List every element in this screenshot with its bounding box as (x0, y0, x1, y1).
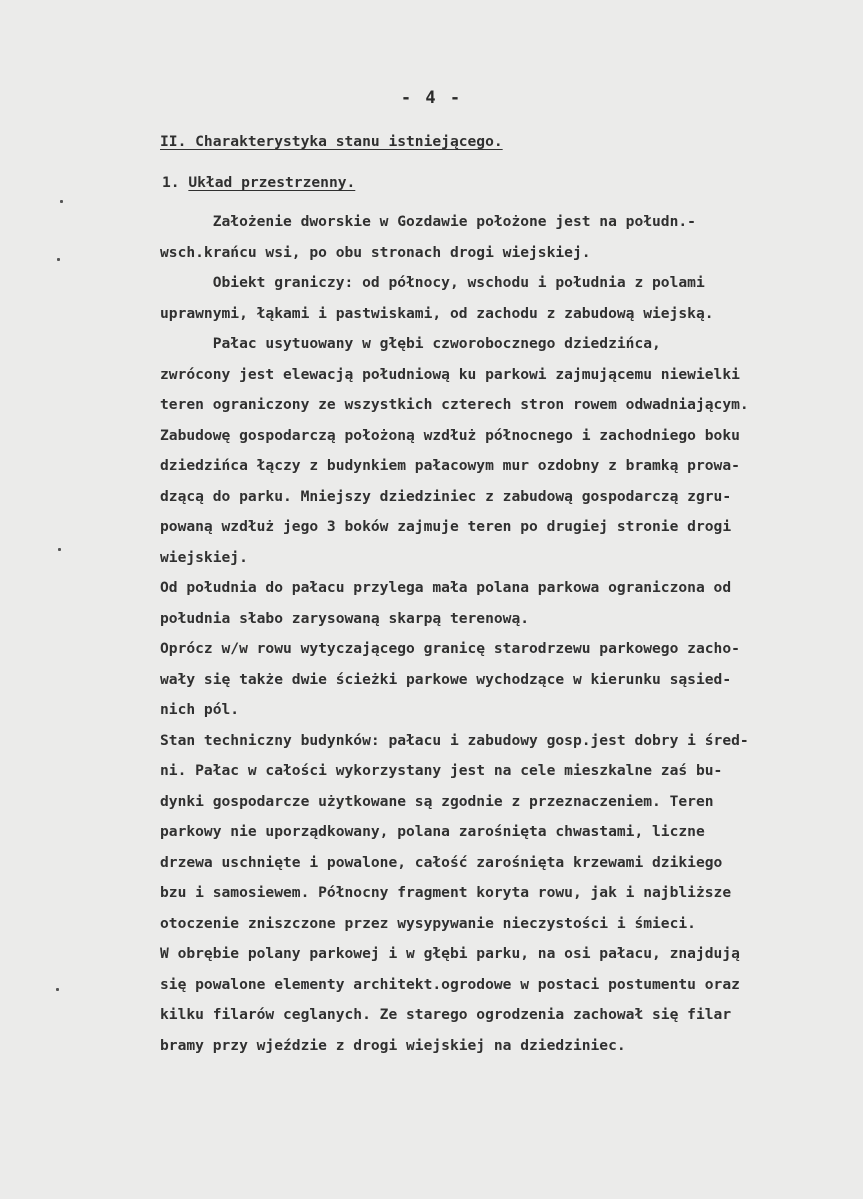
body-line: Pałac usytuowany w głębi czworobocznego dziedzińca, (160, 335, 661, 352)
body-line: Założenie dworskie w Gozdawie położone jest na połudn.- (160, 213, 696, 230)
body-line: południa słabo zarysowaną skarpą terenową. (160, 609, 530, 627)
subsection-title: Układ przestrzenny. (188, 174, 356, 191)
body-line: dzącą do parku. Mniejszy dziedziniec z zabudową gospodarczą zgru- (160, 487, 732, 505)
body-line: wały się także dwie ścieżki parkowe wychodzące w kierunku sąsied- (160, 670, 732, 688)
body-line: dynki gospodarcze użytkowane są zgodnie z przeznaczeniem. Teren (160, 792, 714, 810)
body-line: wsch.krańcu wsi, po obu stronach drogi wiejskiej. (160, 243, 591, 261)
body-line: ni. Pałac w całości wykorzystany jest na cele mieszkalne zaś bu- (160, 762, 723, 779)
margin-mark (58, 548, 61, 551)
margin-mark (60, 200, 63, 203)
body-line: bzu i samosiewem. Północny fragment koryta rowu, jak i najbliższe (160, 884, 732, 901)
margin-mark (56, 988, 59, 991)
body-line: kilku filarów ceglanych. Ze starego ogrodzenia zachował się filar (160, 1006, 732, 1023)
body-line: Stan techniczny budynków: pałacu i zabudowy gosp.jest dobry i śred- (160, 731, 749, 749)
body-line: powaną wzdłuż jego 3 boków zajmuje teren po drugiej stronie drogi (160, 518, 732, 535)
margin-mark (57, 258, 60, 261)
body-line: parkowy nie uporządkowany, polana zarośnięta chwastami, liczne (160, 823, 705, 840)
body-line: zwrócony jest elewacją południową ku parkowi zajmującemu niewielki (160, 365, 740, 383)
body-line: Obiekt graniczy: od północy, wschodu i południa z polami (160, 274, 705, 291)
body-line: bramy przy wjeździe z drogi wiejskiej na dziedziniec. (160, 1036, 626, 1054)
body-line: Od południa do pałacu przylega mała polana parkowa ograniczona od (160, 579, 732, 596)
body-line: się powalone elementy architekt.ogrodowe w postaci postumentu oraz (160, 975, 740, 993)
body-line: dziedzińca łączy z budynkiem pałacowym mur ozdobny z bramką prowa- (160, 457, 740, 474)
body-line: wiejskiej. (160, 548, 248, 566)
body-line: Oprócz w/w rowu wytyczającego granicę starodrzewu parkowego zacho- (160, 640, 740, 657)
body-line: drzewa uschnięte i powalone, całość zarośnięta krzewami dzikiego (160, 853, 723, 871)
section-title: II. Charakterystyka stanu istniejącego. (160, 133, 503, 150)
body-line: teren ograniczony ze wszystkich czterech stron rowem odwadniającym. (160, 396, 749, 413)
subsection-number: 1. (162, 174, 189, 191)
body-line: nich pól. (160, 701, 240, 718)
page-number: - 4 - (400, 88, 463, 108)
body-line: W obrębie polany parkowej i w głębi parku, na osi pałacu, znajdują (160, 945, 740, 962)
body-line: Zabudowę gospodarczą położoną wzdłuż północnego i zachodniego boku (160, 426, 740, 444)
body-line: uprawnymi, łąkami i pastwiskami, od zachodu z zabudową wiejską. (160, 304, 714, 322)
subsection-heading (162, 174, 355, 191)
body-line: otoczenie zniszczone przez wysypywanie nieczystości i śmieci. (160, 914, 696, 932)
